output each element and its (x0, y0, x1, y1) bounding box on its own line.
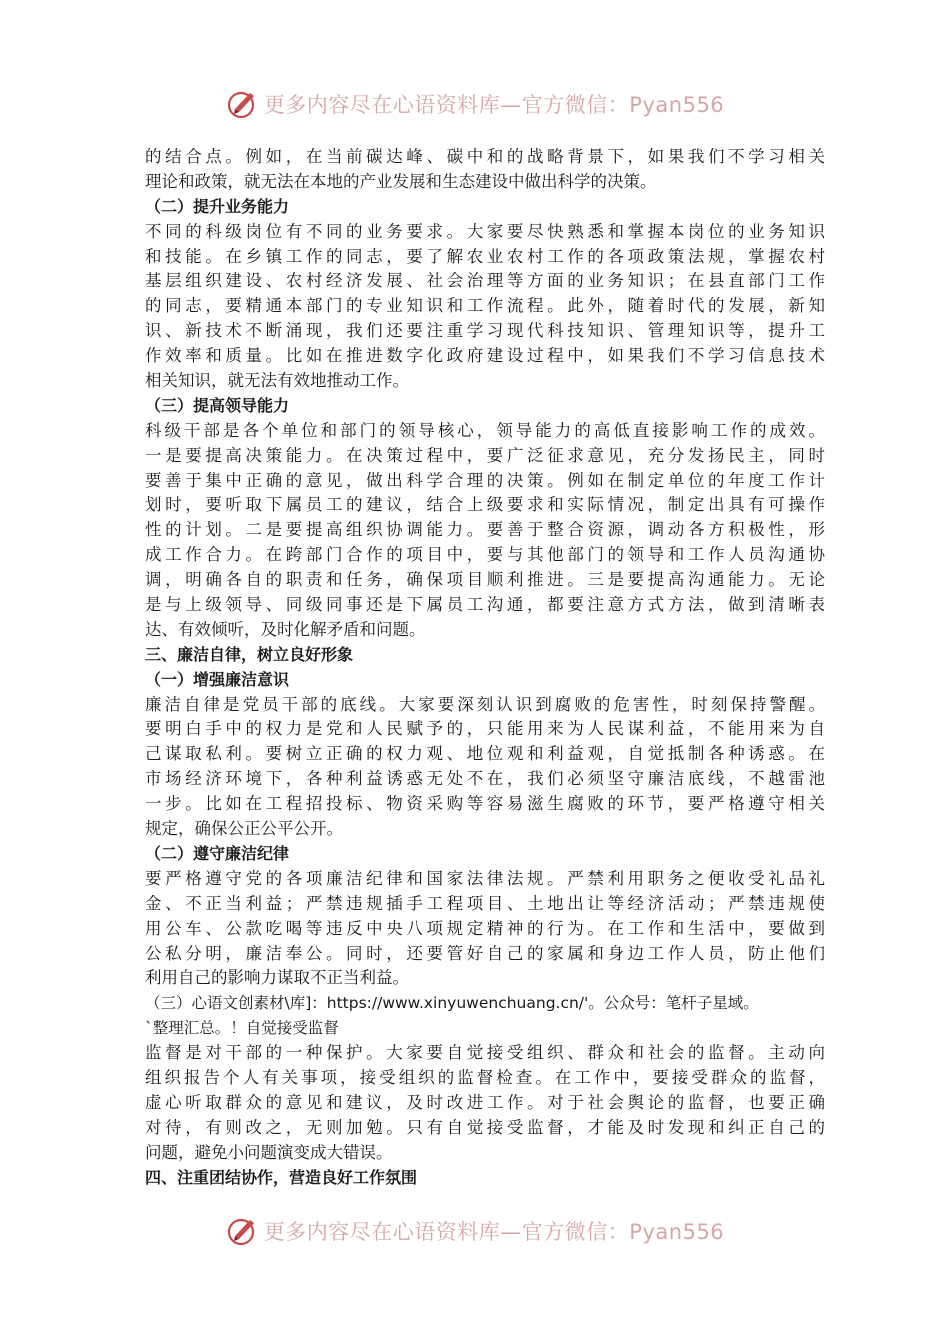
text-line: 公私分明，廉洁奉公。同时，还要管好自己的家属和身边工作人员，防止他们 (145, 943, 825, 963)
section-heading: （二）提升业务能力 (145, 196, 290, 216)
text-line: 规定，确保公正公平公开。 (145, 819, 343, 839)
section-heading: （一）增强廉洁意识 (145, 669, 290, 689)
section-heading: （三）提高领导能力 (145, 395, 290, 415)
text-line: 要严格遵守党的各项廉洁纪律和国家法律法规。严禁利用职务之便收受礼品礼 (145, 868, 825, 888)
text-line: 成工作合力。在跨部门合作的项目中，要与其他部门的领导和工作人员沟通协 (145, 545, 825, 565)
text-line: 达、有效倾听，及时化解矛盾和问题。 (145, 619, 426, 639)
text-line: 是与上级领导、同级同事还是下属员工沟通，都要注意方式方法，做到清晰表 (145, 595, 825, 615)
text-line: 性的计划。二是要提高组织协调能力。要善于整合资源，调动各方积极性，形 (145, 520, 825, 540)
text-line: 己谋取私利。要树立正确的权力观、地位观和利益观，自觉抵制各种诱惑。在 (145, 744, 825, 764)
text-line: 组织报告个人有关事项，接受组织的监督检查。在工作中，要接受群众的监督， (145, 1067, 825, 1087)
text-line: 划时，要听取下属员工的建议，结合上级要求和实际情况，制定出具有可操作 (145, 495, 825, 515)
section-heading: 四、注重团结协作，营造良好工作氛围 (145, 1167, 418, 1187)
text-line: 科级干部是各个单位和部门的领导核心，领导能力的高低直接影响工作的成效。 (145, 420, 825, 440)
section-heading: （二）遵守廉洁纪律 (145, 843, 290, 863)
pen-logo-icon (226, 1214, 260, 1248)
pen-logo-icon (226, 87, 260, 121)
text-line: 利用自己的影响力谋取不正当利益。 (145, 968, 409, 988)
footer-watermark-text: 更多内容尽在心语资料库—官方微信：Pyan556 (263, 1220, 725, 1244)
text-line: 廉洁自律是党员干部的底线。大家要深刻认识到腐败的危害性，时刻保持警醒。 (145, 694, 825, 714)
text-line: 用公车、公款吃喝等违反中央八项规定精神的行为。在工作和生活中，要做到 (145, 918, 825, 938)
text-line: 一步。比如在工程招投标、物资采购等容易滋生腐败的环节，要严格遵守相关 (145, 794, 825, 814)
text-line: 调，明确各自的职责和任务，确保项目顺利推进。三是要提高沟通能力。无论 (145, 570, 825, 590)
text-line: 不同的科级岗位有不同的业务要求。大家要尽快熟悉和掌握本岗位的业务知识 (145, 221, 825, 241)
text-line: （三）心语文创素材\库]：https://www.xinyuwenchuang.cn/'。公众号：笔杆子星域。 (145, 994, 759, 1013)
text-line: 理论和政策，就无法在本地的产业发展和生态建设中做出科学的决策。 (145, 171, 657, 191)
text-line: 的同志，要精通本部门的专业知识和工作流程。此外，随着时代的发展，新知 (145, 296, 825, 316)
text-line: 一是要提高决策能力。在决策过程中，要广泛征求意见，充分发扬民主，同时 (145, 445, 825, 465)
text-line: 识、新技术不断涌现，我们还要注重学习现代科技知识、管理知识等，提升工 (145, 321, 825, 341)
document-body (145, 145, 825, 1190)
text-line: 监督是对干部的一种保护。大家要自觉接受组织、群众和社会的监督。主动向 (145, 1043, 825, 1063)
text-line: 金、不正当利益；严禁违规插手工程项目、土地出让等经济活动；严禁违规使 (145, 893, 825, 913)
header-watermark (0, 84, 950, 124)
header-watermark-text: 更多内容尽在心语资料库—官方微信：Pyan556 (263, 93, 725, 117)
text-line: 要明白手中的权力是党和人民赋予的，只能用来为人民谋利益，不能用来为自 (145, 719, 825, 739)
text-line: 作效率和质量。比如在推进数字化政府建设过程中，如果我们不学习信息技术 (145, 346, 825, 366)
footer-watermark (0, 1211, 950, 1251)
section-heading: 三、廉洁自律，树立良好形象 (145, 644, 354, 664)
text-line: 问题，避免小问题演变成大错误。 (145, 1142, 393, 1162)
text-line: 相关知识，就无法有效地推动工作。 (145, 371, 409, 391)
text-line: 要善于集中正确的意见，做出科学合理的决策。例如在制定单位的年度工作计 (145, 470, 825, 490)
text-line: 市场经济环境下，各种利益诱惑无处不在，我们必须坚守廉洁底线，不越雷池 (145, 769, 825, 789)
text-line: 对待，有则改之，无则加勉。只有自觉接受监督，才能及时发现和纠正自己的 (145, 1117, 825, 1137)
text-line: 基层组织建设、农村经济发展、社会治理等方面的业务知识；在县直部门工作 (145, 271, 825, 291)
text-line: 的结合点。例如，在当前碳达峰、碳中和的战略背景下，如果我们不学习相关 (145, 147, 825, 166)
text-line: 和技能。在乡镇工作的同志，要了解农业农村工作的各项政策法规，掌握农村 (145, 246, 825, 266)
text-line: 虚心听取群众的意见和建议，及时改进工作。对于社会舆论的监督，也要正确 (145, 1092, 825, 1112)
text-line: `整理汇总。！自觉接受监督 (145, 1019, 339, 1038)
